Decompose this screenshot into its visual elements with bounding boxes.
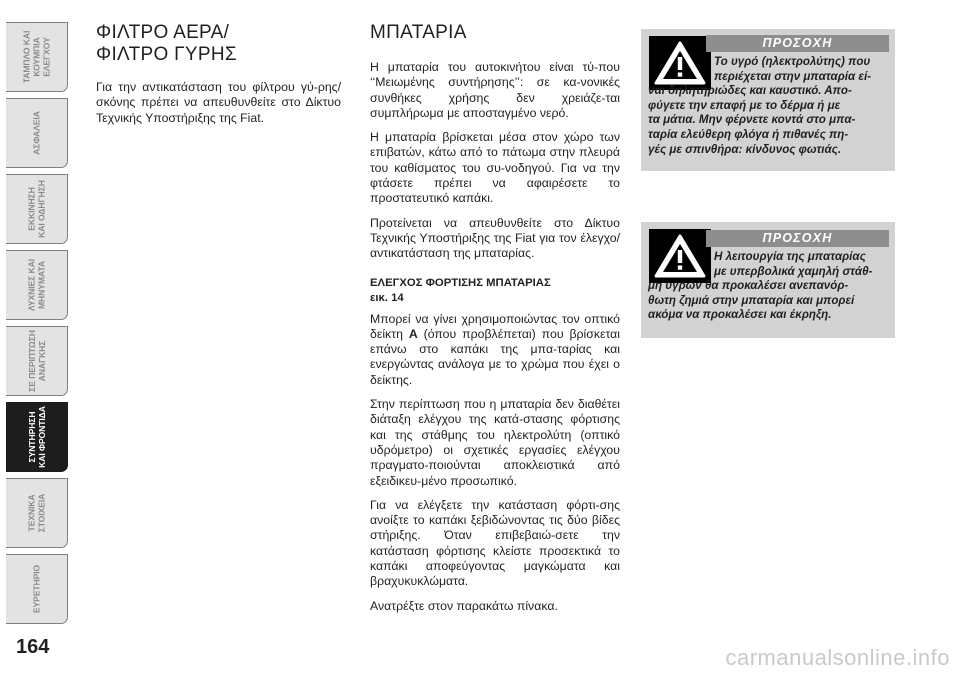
paragraph: Η μπαταρία του αυτοκινήτου είναι τύ-που ‘‘Μειωμένης συντήρησης’’: σε κα-νονικές συνθήκες χρήσης δεν χρειάζε-ται συμπλήρωμα με αποσταγμένο νερό. — [370, 60, 620, 120]
tab-label-line: ΣΤΟΙΧΕΙΑ — [36, 493, 47, 533]
tab-label-line: ΚΑΙ ΦΡΟΝΤΙΔΑ — [36, 406, 47, 468]
warning-line: ταρία ελεύθερη φλόγα ή πιθανές πη- — [648, 127, 849, 141]
warning-line: Η λειτουργία της μπαταρίας — [714, 250, 866, 263]
page-number: 164 — [16, 636, 50, 658]
tab-label-line: ΣΕ ΠΕΡΙΠΤΩΣΗ — [26, 330, 37, 392]
tab-label-line: ΛΥΧΝΙΕΣ ΚΑΙ — [26, 259, 37, 311]
tab-label-line: ΕΥΡΕΤΗΡΙΟ — [31, 564, 42, 614]
tab-safety[interactable] — [6, 98, 68, 168]
tab-warning-lights-messages[interactable] — [6, 250, 68, 320]
tab-label-line: ΑΝΑΓΚΗΣ — [36, 340, 47, 382]
subsection-heading — [370, 276, 620, 306]
paragraph: Στην περίπτωση που η μπαταρία δεν διαθέτει διάταξη ελέγχου της κατά-στασης φόρτισης και της στάθμης του ηλεκτρολύτη (οπτικό υδρόμετρο) οι σχετικές εργασίες ελέγχου πραγματο-ποιούνται αποκλειστικά από εξειδικευ-μένο προσωπικό. — [370, 397, 620, 488]
warning-line: φύγετε την επαφή με το δέρμα ή με — [648, 98, 841, 112]
warning-line: μη υγρών θα προκαλέσει ανεπανόρ- — [648, 279, 849, 293]
tab-starting-driving[interactable] — [6, 174, 68, 244]
paragraph: Για να ελέγξετε την κατάσταση φόρτι-σης ανοίξτε το καπάκι ξεβιδώνοντας τις δύο βίδες στήριξης. Όταν επιβεβαιώ-σετε την κατάσταση φόρτισης κλείστε προσεκτικά το καπάκι αποφεύγοντας μαγκώματα και βραχυκυκλώματα. — [370, 497, 620, 589]
warning-line: με υπερβολικά χαμηλή στάθ- — [714, 264, 873, 278]
title-line: ΦΙΛΤΡΟ ΑΕΡΑ/ — [96, 22, 230, 43]
tab-label-line: ΤΑΜΠΛΟ ΚΑΙ — [21, 30, 32, 84]
section-title — [96, 22, 341, 66]
tab-label-line: ΜΗΝΥΜΑΤΑ — [36, 261, 47, 309]
paragraph: Ανατρέξτε στον παρακάτω πίνακα. — [370, 598, 558, 613]
watermark: carmanualsonline.info — [725, 645, 950, 670]
warning-text — [648, 250, 891, 323]
air-filter-section — [96, 22, 341, 135]
tab-emergency[interactable] — [6, 326, 68, 396]
warning-line: περιέχεται στην μπαταρία εί- — [714, 69, 872, 83]
tab-label-line: ΑΣΦΑΛΕΙΑ — [31, 111, 42, 155]
paragraph: Η μπαταρία βρίσκεται μέσα στον χώρο των επιβατών, κάτω από το πάτωμα στην πλευρά του καθίσματος του συ-νοδηγού. Για να την φτάσετε πρέπει να αφαιρέσετε το προστατευτικό καπάκι. — [370, 130, 620, 206]
warning-title: ΠΡΟΣΟΧΗ — [706, 230, 889, 247]
warning-line: Το υγρό (ηλεκτρολύτης) που — [714, 55, 871, 68]
tab-label-line: ΚΟΥΜΠΙΑ — [31, 37, 42, 77]
warning-title: ΠΡΟΣΟΧΗ — [706, 35, 889, 52]
tab-label-line: ΕΛΕΓΧΟΥ — [41, 37, 52, 77]
text-run: (όπου προβλέπεται) που βρίσκεται επάνω στο καπάκι της μπα-ταρίας και ενεργώντας ανάλογα με το χρώμα που έχει ο δείκτης. — [370, 326, 620, 387]
tab-index[interactable] — [6, 554, 68, 624]
warning-line: γές με σπινθήρα: κίνδυνος φωτιάς. — [648, 142, 842, 156]
text-run: Μπορεί να γίνει χρησιμοποιώντας τον οπτικό δείκτη — [370, 311, 620, 341]
title-line: ΦΙΛΤΡΟ ΓΥΡΗΣ — [96, 44, 237, 65]
paragraph: Για την αντικατάσταση του φίλτρου γύ-ρης/σκόνης πρέπει να απευθυνθείτε στο Δίκτυο Τεχνικής Υποστήριξης της Fiat. — [96, 80, 341, 125]
warning-line: θωτη ζημιά στην μπαταρία και μπορεί — [648, 293, 855, 307]
paragraph — [370, 312, 620, 388]
tab-dashboard-controls[interactable] — [6, 22, 68, 92]
tab-label-line: ΣΥΝΤΗΡΗΣΗ — [26, 411, 37, 463]
paragraph: Προτείνεται να απευθυνθείτε στο Δίκτυο Τεχνικής Υποστήριξης της Fiat για τον έλεγχο/αντικατάσταση της μπαταρίας. — [370, 215, 620, 261]
warning-line: ναι δηλητηριώδες και καυστικό. Απο- — [648, 84, 852, 98]
tab-label-line: ΕΚΚΙΝΗΣΗ — [26, 187, 37, 231]
figure-reference: εικ. 14 — [370, 291, 404, 304]
warning-line: ακόμα να προκαλέσει και έκρηξη. — [648, 308, 832, 322]
tab-label-line: ΤΕΧΝΙΚΑ — [26, 494, 37, 532]
section-title: ΜΠΑΤΑΡΙΑ — [370, 22, 467, 43]
indicator-letter: A — [408, 326, 418, 341]
tab-technical-data[interactable] — [6, 478, 68, 548]
heading-line: ΕΛΕΓΧΟΣ ΦΟΡΤΙΣΗΣ ΜΠΑΤΑΡΙΑΣ — [370, 276, 551, 289]
warning-line: τα μάτια. Μην φέρνετε κοντά στο μπα- — [648, 113, 856, 127]
tab-maintenance-care[interactable] — [6, 402, 68, 472]
warning-text — [648, 55, 891, 157]
battery-section — [370, 22, 620, 623]
tab-label-line: ΚΑΙ ΟΔΗΓΗΣΗ — [36, 180, 47, 238]
